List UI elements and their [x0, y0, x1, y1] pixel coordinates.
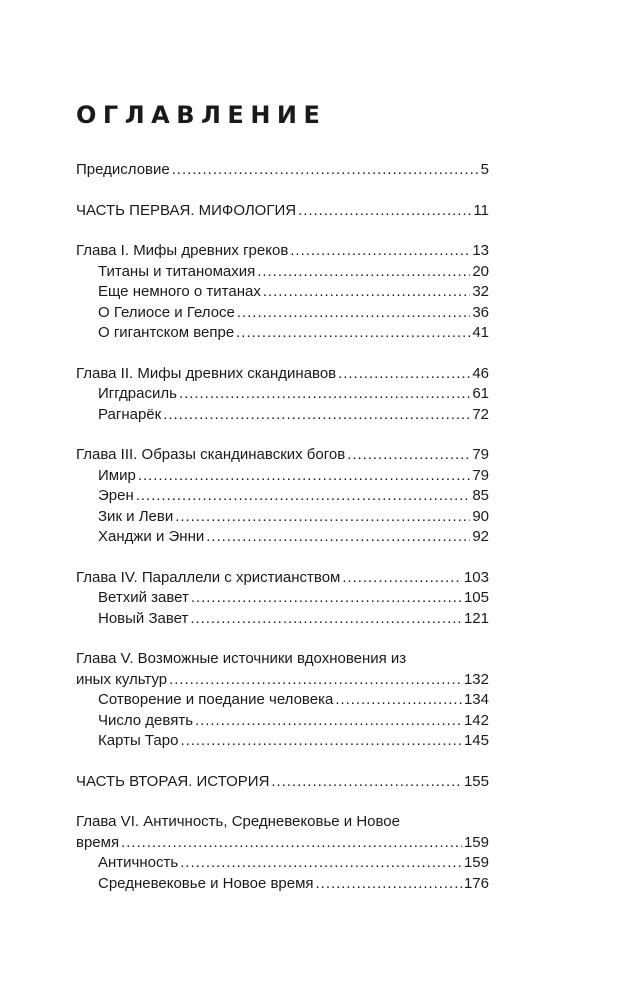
- dot-leader: [190, 609, 462, 630]
- page-number: 13: [472, 242, 489, 259]
- entry-label: Глава IV. Параллели с христианством: [76, 568, 341, 586]
- page-number: 61: [472, 385, 489, 402]
- toc-subentry[interactable]: [76, 588, 489, 609]
- toc-subentry[interactable]: [76, 384, 489, 405]
- page-number: 41: [472, 324, 489, 341]
- dot-leader: [195, 711, 462, 732]
- entry-label: Глава II. Мифы древних скандинавов: [76, 364, 337, 382]
- page-number: 134: [463, 691, 489, 708]
- page-number: 20: [472, 262, 489, 280]
- dot-leader: [175, 507, 470, 528]
- page-number: 79: [472, 466, 489, 484]
- spacer: [76, 548, 489, 568]
- page-number: 32: [472, 283, 489, 300]
- entry-label: Предисловие: [76, 161, 170, 178]
- spacer: [76, 344, 489, 364]
- page-number: 159: [463, 833, 489, 851]
- toc-entry-part1[interactable]: [76, 201, 489, 222]
- entry-label: Ветхий завет: [98, 589, 189, 606]
- dot-leader: [335, 690, 462, 711]
- page-number: 90: [472, 507, 489, 525]
- entry-label: Сотворение и поедание человека: [98, 691, 334, 708]
- toc-subentry[interactable]: [76, 690, 489, 711]
- toc-subentry[interactable]: [76, 282, 489, 303]
- entry-label: Титаны и титаномахия: [98, 262, 256, 280]
- entry-label: Карты Таро: [98, 732, 179, 749]
- spacer: [76, 629, 489, 649]
- spacer: [76, 752, 489, 772]
- page-number: 103: [463, 568, 489, 586]
- entry-label: время: [76, 833, 120, 851]
- toc-subentry[interactable]: [76, 323, 489, 344]
- dot-leader: [172, 160, 479, 181]
- page-number: 105: [463, 589, 489, 606]
- entry-label: Глава I. Мифы древних греков: [76, 242, 289, 259]
- dot-leader: [271, 772, 462, 793]
- page-title: ОГЛАВЛЕНИЕ: [76, 101, 327, 129]
- dot-leader: [237, 303, 470, 324]
- page-number: 85: [472, 487, 489, 504]
- toc-subentry[interactable]: [76, 853, 489, 874]
- toc-entry-chapter-4[interactable]: [76, 568, 489, 589]
- dot-leader: [236, 323, 470, 344]
- dot-leader: [136, 486, 471, 507]
- dot-leader: [138, 466, 470, 487]
- entry-label: Рагнарёк: [98, 405, 162, 423]
- toc-entry-chapter-2[interactable]: [76, 364, 489, 385]
- page-number: 132: [463, 670, 489, 688]
- dot-leader: [180, 731, 462, 752]
- dot-leader: [169, 670, 462, 691]
- dot-leader: [163, 405, 470, 426]
- page-number: 36: [472, 303, 489, 321]
- entry-label: Зик и Леви: [98, 507, 174, 525]
- dot-leader: [191, 588, 462, 609]
- page-number: 121: [463, 609, 489, 627]
- toc-subentry[interactable]: [76, 486, 489, 507]
- page-number: 159: [463, 854, 489, 871]
- entry-label: Имир: [98, 466, 136, 484]
- dot-leader: [179, 384, 470, 405]
- page-number: 72: [472, 405, 489, 423]
- page-number: 79: [472, 446, 489, 463]
- entry-label: Глава III. Образы скандинавских богов: [76, 446, 346, 463]
- dot-leader: [121, 833, 462, 854]
- entry-label: Иггдрасиль: [98, 385, 177, 402]
- entry-label: Средневековье и Новое время: [98, 874, 314, 892]
- entry-label: Эрен: [98, 487, 134, 504]
- page-number: 5: [480, 161, 489, 178]
- dot-leader: [342, 568, 462, 589]
- page-number: 92: [472, 528, 489, 545]
- toc-entry-chapter-5[interactable]: [76, 670, 489, 691]
- spacer: [76, 221, 489, 241]
- toc-subentry[interactable]: [76, 731, 489, 752]
- toc-subentry[interactable]: [76, 527, 489, 548]
- page-number: 46: [472, 364, 489, 382]
- entry-label: Число девять: [98, 711, 194, 729]
- toc-subentry[interactable]: [76, 507, 489, 528]
- spacer: [76, 425, 489, 445]
- entry-label: О гигантском вепре: [98, 324, 235, 341]
- toc-subentry[interactable]: [76, 303, 489, 324]
- page-number: 142: [463, 711, 489, 729]
- toc-entry-chapter-6-line1[interactable]: Глава VI. Античность, Средневековье и Новое: [76, 813, 400, 830]
- entry-label: Античность: [98, 854, 179, 871]
- page-number: 155: [463, 772, 489, 790]
- toc-subentry[interactable]: [76, 711, 489, 732]
- dot-leader: [347, 445, 470, 466]
- toc-entry-chapter-5-line1[interactable]: Глава V. Возможные источники вдохновения из: [76, 650, 407, 667]
- toc-entry-part2[interactable]: [76, 772, 489, 793]
- dot-leader: [257, 262, 470, 283]
- dot-leader: [298, 201, 471, 222]
- entry-label: иных культур: [76, 670, 168, 688]
- page-number: 11: [473, 201, 489, 219]
- toc-entry-chapter-3[interactable]: [76, 445, 489, 466]
- toc-entry-preface[interactable]: [76, 160, 489, 181]
- entry-label: Новый Завет: [98, 609, 189, 627]
- toc-entry-chapter-1[interactable]: [76, 241, 489, 262]
- spacer: [76, 792, 489, 812]
- toc-subentry[interactable]: [76, 874, 489, 895]
- dot-leader: [206, 527, 470, 548]
- spacer: [76, 181, 489, 201]
- toc-subentry[interactable]: [76, 466, 489, 487]
- toc-subentry[interactable]: [76, 609, 489, 630]
- toc-subentry[interactable]: [76, 262, 489, 283]
- dot-leader: [180, 853, 462, 874]
- page-number: 176: [463, 874, 489, 892]
- page-number: 145: [463, 732, 489, 749]
- dot-leader: [290, 241, 470, 262]
- table-of-contents: [76, 100, 489, 894]
- dot-leader: [338, 364, 470, 385]
- toc-subentry[interactable]: [76, 405, 489, 426]
- entry-label: О Гелиосе и Гелосе: [98, 303, 235, 321]
- entry-label: ЧАСТЬ ПЕРВАЯ. МИФОЛОГИЯ: [76, 201, 297, 219]
- dot-leader: [263, 282, 470, 303]
- entry-label: Еще немного о титанах: [98, 283, 261, 300]
- entry-label: Ханджи и Энни: [98, 528, 205, 545]
- toc-entry-chapter-6[interactable]: [76, 833, 489, 854]
- entry-label: ЧАСТЬ ВТОРАЯ. ИСТОРИЯ: [76, 772, 270, 790]
- dot-leader: [316, 874, 462, 895]
